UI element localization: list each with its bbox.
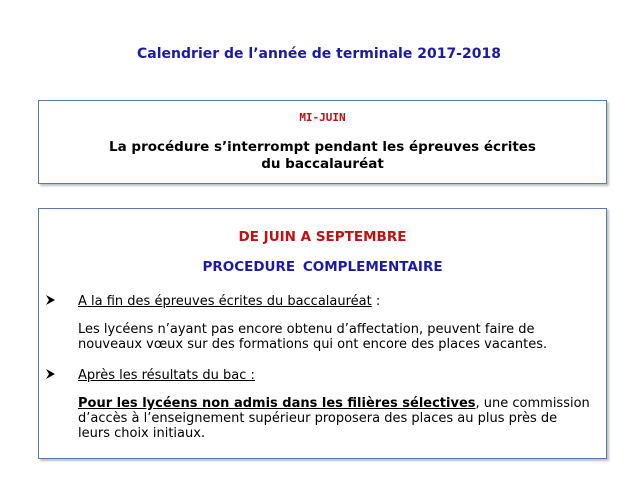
arrow-bullet-icon — [45, 368, 56, 385]
mid-june-text — [39, 139, 606, 173]
end-of-exams-paragraph — [78, 322, 598, 352]
after-results-line1-rest: , une commission — [475, 396, 590, 411]
mid-june-heading: MI-JUIN — [299, 111, 346, 124]
bullet-after-results-label: Après les résultats du bac : — [78, 368, 255, 383]
arrow-bullet-icon — [45, 294, 56, 311]
complementary-procedure-heading: PROCEDURE COMPLEMENTAIRE — [202, 259, 443, 275]
mid-june-line2: du baccalauréat — [261, 156, 384, 172]
page-title: Calendrier de l’année de terminale 2017-2018 — [137, 46, 501, 62]
mid-june-line1: La procédure s’interrompt pendant les épreuves écrites — [109, 139, 536, 155]
june-september-box — [38, 208, 607, 459]
june-september-heading: DE JUIN A SEPTEMBRE — [238, 229, 407, 245]
bullet-end-of-exams-label: A la fin des épreuves écrites du baccalauréat — [78, 294, 372, 309]
mid-june-box — [38, 100, 607, 184]
after-results-paragraph — [78, 396, 598, 441]
end-of-exams-line2: nouveaux vœux sur des formations qui ont encore des places vacantes. — [78, 337, 548, 352]
bullet-end-of-exams-colon: : — [371, 294, 381, 309]
after-results-line3: leurs choix initiaux. — [78, 426, 206, 441]
end-of-exams-line1: Les lycéens n’ayant pas encore obtenu d’affectation, peuvent faire de — [78, 322, 535, 337]
after-results-line2: d’accès à l’enseignement supérieur proposera des places au plus près de — [78, 411, 558, 426]
non-admitted-students: Pour les lycéens non admis dans les filières sélectives — [78, 396, 476, 411]
